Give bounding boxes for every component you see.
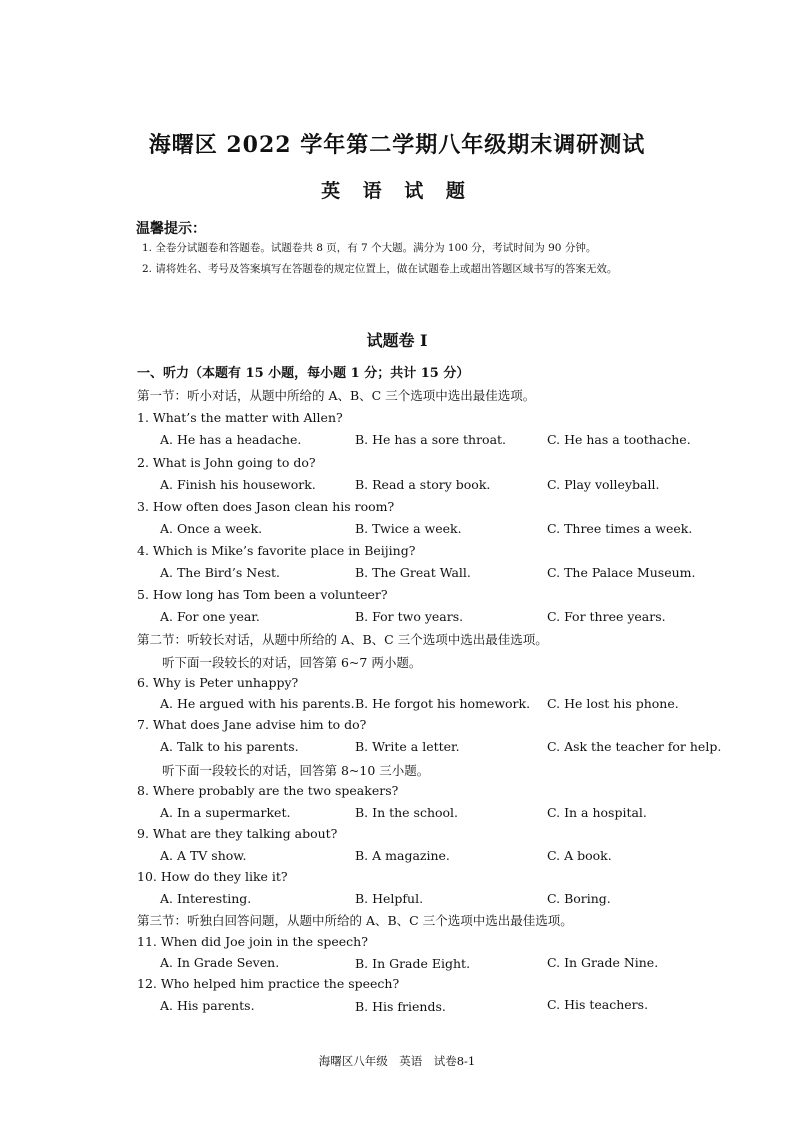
question-3: 3. How often does Jason clean his room?	[137, 499, 395, 514]
exam-title: 海曙区 2022 学年第二学期八年级期末调研测试	[148, 132, 646, 158]
option-c: C. In Grade Nine.	[547, 955, 659, 970]
option-a: A. A TV show.	[160, 848, 247, 863]
listening-heading: 一、听力（本题有 15 小题，每小题 1 分；共计 15 分）	[137, 366, 470, 381]
option-c: C. Play volleyball.	[547, 477, 660, 492]
question-6: 6. Why is Peter unhappy?	[137, 675, 299, 690]
exam-subtitle: 英 语 试 题	[321, 180, 473, 202]
option-b: B. In the school.	[355, 805, 459, 820]
option-c: C. Three times a week.	[547, 521, 693, 536]
question-2: 2. What is John going to do?	[137, 455, 316, 470]
option-a: A. His parents.	[160, 998, 255, 1013]
option-b: B. Helpful.	[355, 891, 424, 906]
question-7: 7. What does Jane advise him to do?	[137, 717, 367, 732]
option-a: A. He has a headache.	[160, 432, 302, 447]
option-a: A. Talk to his parents.	[160, 739, 299, 754]
option-a: A. In Grade Seven.	[160, 955, 280, 970]
option-a: A. The Bird’s Nest.	[160, 565, 281, 580]
option-b: B. For two years.	[355, 609, 464, 624]
question-5: 5. How long has Tom been a volunteer?	[137, 587, 388, 602]
question-10: 10. How do they like it?	[137, 869, 288, 884]
option-c: C. Ask the teacher for help.	[547, 739, 722, 754]
option-b: B. Twice a week.	[355, 521, 462, 536]
part3-instruction: 第三节：听独白回答问题，从题中所给的 A、B、C 三个选项中选出最佳选项。	[137, 913, 573, 928]
option-a: A. He argued with his parents.	[160, 696, 355, 711]
question-8: 8. Where probably are the two speakers?	[137, 783, 399, 798]
section-heading: 试题卷 I	[366, 331, 428, 350]
question-4: 4. Which is Mike’s favorite place in Beijing?	[137, 543, 416, 558]
option-b: B. In Grade Eight.	[355, 956, 471, 971]
part2-note: 听下面一段较长的对话，回答第 6~7 两小题。	[162, 655, 422, 670]
option-c: C. For three years.	[547, 609, 666, 624]
option-c: C. In a hospital.	[547, 805, 647, 820]
option-b: B. Read a story book.	[355, 477, 491, 492]
option-a: A. Once a week.	[160, 521, 263, 536]
option-c: C. He has a toothache.	[547, 432, 691, 447]
option-c: C. The Palace Museum.	[547, 565, 696, 580]
option-c: C. A book.	[547, 848, 612, 863]
option-c: C. Boring.	[547, 891, 611, 906]
tip-item: 2. 请将姓名、考号及答案填写在答题卷的规定位置上，做在试题卷上或超出答题区域书写的答案无效。	[142, 263, 618, 275]
option-c: C. His teachers.	[547, 997, 649, 1012]
question-12: 12. Who helped him practice the speech?	[137, 976, 400, 991]
part1-instruction: 第一节：听小对话，从题中所给的 A、B、C 三个选项中选出最佳选项。	[137, 388, 536, 403]
part2-instruction: 第二节：听较长对话，从题中所给的 A、B、C 三个选项中选出最佳选项。	[137, 632, 548, 647]
option-a: A. In a supermarket.	[160, 805, 291, 820]
option-b: B. The Great Wall.	[355, 565, 471, 580]
page-footer: 海曙区八年级 英语 试卷8-1	[318, 1054, 476, 1068]
question-1: 1. What’s the matter with Allen?	[137, 410, 343, 425]
option-b: B. Write a letter.	[355, 739, 460, 754]
tip-item: 1. 全卷分试题卷和答题卷。试题卷共 8 页，有 7 个大题。满分为 100 分，考试时间为 90 分钟。	[142, 242, 597, 254]
option-b: B. His friends.	[355, 999, 446, 1014]
option-c: C. He lost his phone.	[547, 696, 679, 711]
option-a: A. Finish his housework.	[160, 477, 316, 492]
option-a: A. Interesting.	[160, 891, 252, 906]
option-b: B. He has a sore throat.	[355, 432, 507, 447]
option-b: B. He forgot his homework.	[355, 696, 531, 711]
part2-note: 听下面一段较长的对话，回答第 8~10 三小题。	[162, 763, 430, 778]
question-9: 9. What are they talking about?	[137, 826, 338, 841]
question-11: 11. When did Joe join in the speech?	[137, 934, 368, 949]
tips-heading: 温馨提示：	[136, 221, 206, 237]
option-a: A. For one year.	[160, 609, 260, 624]
option-b: B. A magazine.	[355, 848, 450, 863]
